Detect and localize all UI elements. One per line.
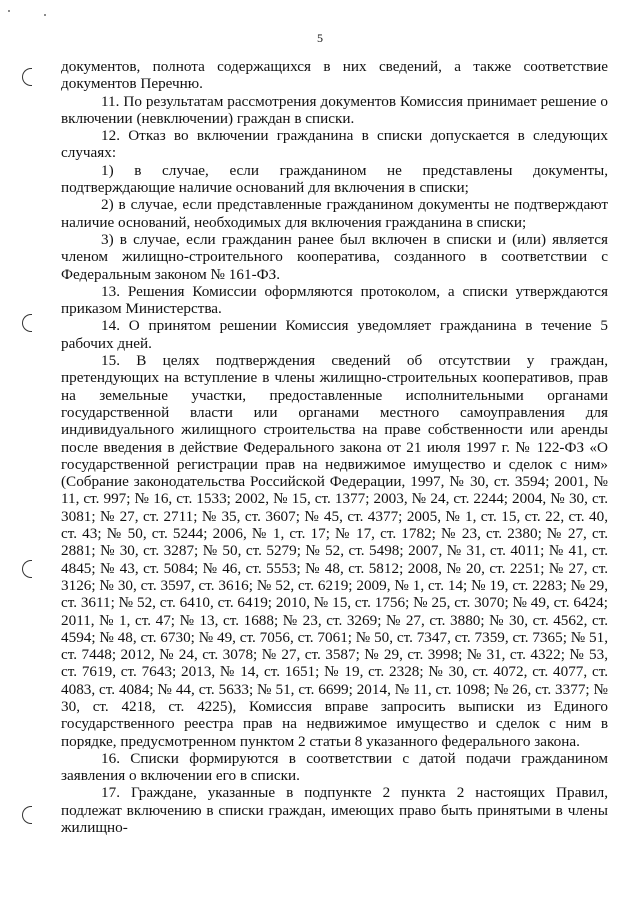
paragraph-12: 12. Отказ во включении гражданина в списки допускается в следующих случаях: bbox=[61, 127, 608, 162]
binder-hole-mark bbox=[22, 314, 32, 332]
binder-hole-mark bbox=[22, 560, 32, 578]
binder-hole-mark bbox=[22, 806, 32, 824]
paragraph-12-item-2: 2) в случае, если представленные гражданином документы не подтверждают наличие оснований, необходимых для включения гражданина в списки; bbox=[61, 196, 608, 231]
paragraph-17: 17. Граждане, указанные в подпункте 2 пункта 2 настоящих Правил, подлежат включению в списки граждан, имеющих право быть принятыми в члены жилищно- bbox=[61, 784, 608, 837]
paragraph-16: 16. Списки формируются в соответствии с датой подачи гражданином заявления о включении его в списки. bbox=[61, 749, 608, 785]
paragraph-continuation: документов, полнота содержащихся в них сведений, а также соответствие документов Перечню. bbox=[61, 58, 608, 93]
paragraph-13: 13. Решения Комиссии оформляются протоколом, а списки утверждаются приказом Министерства. bbox=[61, 282, 608, 318]
paragraph-14: 14. О принятом решении Комиссия уведомляет гражданина в течение 5 рабочих дней. bbox=[61, 317, 608, 352]
paragraph-12-item-3: 3) в случае, если гражданин ранее был включен в списки и (или) является членом жилищно-строительного кооператива, созданного в соответствии с Федеральным законом № 161-ФЗ. bbox=[61, 230, 608, 283]
page-number: 5 bbox=[317, 31, 323, 45]
paragraph-11: 11. По результатам рассмотрения документов Комиссия принимает решение о включении (невключении) граждан в списки. bbox=[61, 92, 608, 127]
binder-hole-mark bbox=[22, 68, 32, 86]
document-body bbox=[61, 58, 608, 836]
paragraph-15: 15. В целях подтверждения сведений об отсутствии у граждан, претендующих на вступление в члены жилищно-строительных кооперативов, прав на земельные участки, предоставленные исполнительными органами государственной власти или органами местного самоуправления для индивидуального жилищного строительства на праве собственности или аренды после введения в действие Федерального закона от 21 июля 1997 г. № 122-ФЗ «О государственной регистрации прав на недвижимое имущество и сделок с ним» (Собрание законодательства Российской Федерации, 1997, № 30, ст. 3594; 2001, № 11, ст. 997; № 16, ст. 1533; 2002, № 15, ст. 1377; 2003, № 24, ст. 2244; 2004, № 30, ст. 3081; № 27, ст. 2711; № 35, ст. 3607; № 45, ст. 4377; 2005, № 1, ст. 15, ст. 22, ст. 40, ст. 43; № 50, ст. 5244; 2006, № 1, ст. 17; № 17, ст. 1782; № 23, ст. 2380; № 27, ст. 2881; № 30, ст. 3287; № 50, ст. 5279; № 52, ст. 5498; 2007, № 31, ст. 4011; № 41, ст. 4845; № 43, ст. 5084; № 46, ст. 5553; № 48, ст. 5812; 2008, № 20, ст. 2251; № 27, ст. 3126; № 30, ст. 3597, ст. 3616; № 52, ст. 6219; 2009, № 1, ст. 14; № 19, ст. 2283; № 29, ст. 3611; № 52, ст. 6410, ст. 6419; 2010, № 15, ст. 1756; № 25, ст. 3070; № 49, ст. 6424; 2011, № 1, ст. 47; № 13, ст. 1688; № 23, ст. 3269; № 27, ст. 3880; № 30, ст. 4562, ст. 4594; № 48, ст. 6730; № 49, ст. 7056, ст. 7061; № 50, ст. 7347, ст. 7359, ст. 7365; № 51, ст. 7448; 2012, № 24, ст. 3078; № 27, ст. 3587; № 29, ст. 3998; № 31, ст. 4322; № 53, ст. 7619, ст. 7643; 2013, № 14, ст. 1651; № 19, ст. 2328; № 30, ст. 4072, ст. 4077, ст. 4083, ст. 4084; № 44, ст. 5633; № 51, ст. 6699; 2014, № 11, ст. 1098; № 26, ст. 3377; № 30, ст. 4218, ст. 4225), Комиссия вправе запросить выписки из Единого государственного реестра прав на недвижимое имущество и сделок с ним в порядке, предусмотренном пунктом 2 статьи 8 указанного федерального закона. bbox=[61, 352, 608, 750]
scan-speck bbox=[8, 10, 10, 12]
scan-speck bbox=[44, 14, 46, 16]
paragraph-12-item-1: 1) в случае, если гражданином не представлены документы, подтверждающие наличие оснований для включения в списки; bbox=[61, 161, 608, 197]
